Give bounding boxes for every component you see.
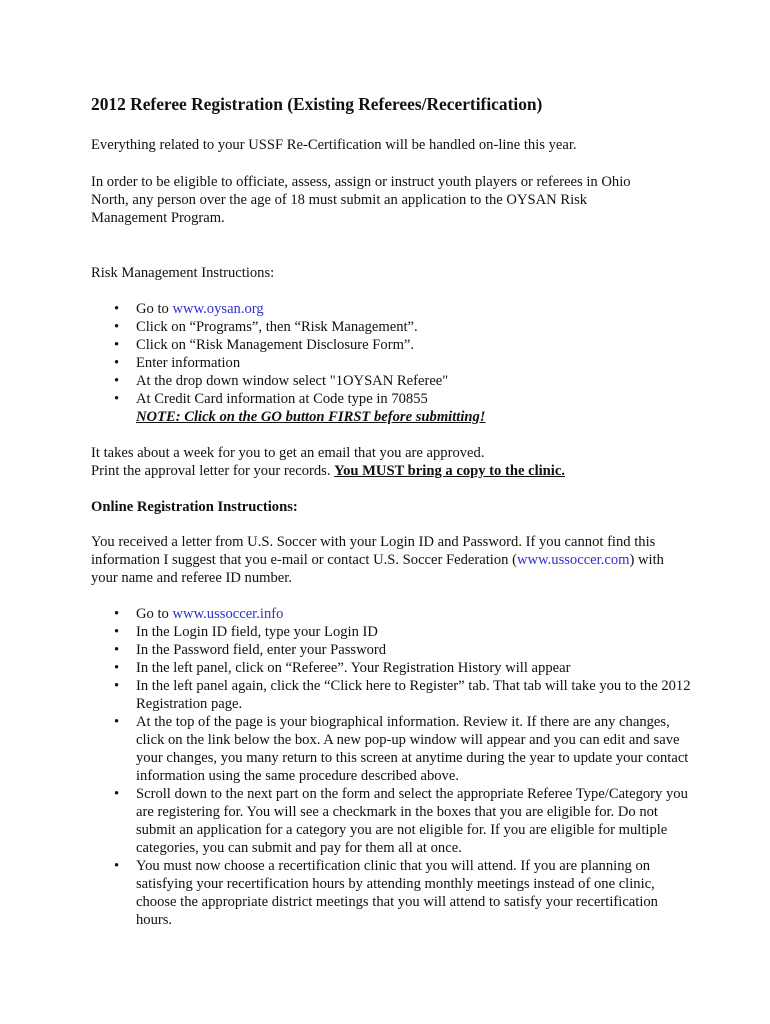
list-item [91,659,691,677]
bullet-icon: • [114,391,120,407]
letter-text-part-2: ) with your name and referee ID number. [91,552,664,586]
page-title: 2012 Referee Registration (Existing Referees/Recertification) [91,94,543,114]
list-item-text: Click on “Programs”, then “Risk Management”. [136,319,418,335]
list-item [91,318,691,336]
list-item [91,713,691,785]
bullet-icon: • [114,624,120,640]
bullet-icon: • [114,606,120,622]
list-item-text: In the left panel again, click the “Click here to Register” tab. That tab will take you to the 2012 Registration page. [136,678,691,712]
list-item [91,785,691,857]
list-item-text: At Credit Card information at Code type in 70855 [136,391,428,407]
risk-management-list [91,300,691,426]
bring-copy-warning: You MUST bring a copy to the clinic. [334,463,565,479]
list-item-text: You must now choose a recertification clinic that you will attend. If you are planning on satisfying your recertification hours by attending monthly meetings instead of one clinic, choose the appropriate district meetings that you will attend to satisfy your recertification hours. [136,858,658,928]
eligibility-paragraph: In order to be eligible to officiate, assess, assign or instruct youth players or referees in Ohio North, any person over the age of 18 must submit an application to the OYSAN Risk Management Program. [91,174,631,226]
oysan-link[interactable]: www.oysan.org [172,301,264,317]
bullet-icon: • [114,355,120,371]
list-item-text: In the Login ID field, type your Login ID [136,624,378,640]
list-item-text: In the left panel, click on “Referee”. Your Registration History will appear [136,660,571,676]
bullet-icon: • [114,714,120,730]
bullet-icon: • [114,678,120,694]
list-item [91,641,691,659]
approval-paragraph [91,444,691,480]
list-item [91,857,691,929]
approval-line-1: It takes about a week for you to get an email that you are approved. [91,445,485,461]
list-item [91,677,691,713]
list-item [91,300,691,318]
bullet-icon: • [114,337,120,353]
list-item-text: At the top of the page is your biographical information. Review it. If there are any changes, click on the link below the box. A new pop-up window will appear and you can edit and save your changes, you many return to this screen at anytime during the year to update your contact information using the same procedure described above. [136,714,689,784]
online-registration-heading: Online Registration Instructions: [91,499,298,515]
go-to-text: Go to [136,301,173,317]
intro-paragraph: Everything related to your USSF Re-Certification will be handled on-line this year. [91,137,577,153]
bullet-icon: • [114,660,120,676]
bullet-icon: • [114,858,120,874]
list-item [91,390,691,426]
letter-text-part-1: You received a letter from U.S. Soccer with your Login ID and Password. If you cannot find this information I suggest that you e-mail or contact U.S. Soccer Federation ( [91,534,656,568]
list-item-text: Scroll down to the next part on the form and select the appropriate Referee Type/Category you are registering for. You will see a checkmark in the boxes that you are eligible for. Do not submit an application for a category you are not eligible for. If you are eligible for multiple categories, you can submit and pay for them all at once. [136,786,688,856]
list-item-text: Click on “Risk Management Disclosure Form”. [136,337,415,353]
bullet-icon: • [114,373,120,389]
bullet-icon: • [114,301,120,317]
list-item-text: In the Password field, enter your Password [136,642,387,658]
bullet-icon: • [114,642,120,658]
document-page [91,94,691,929]
list-item-text: At the drop down window select "1OYSAN Referee" [136,373,449,389]
go-button-note: NOTE: Click on the GO button FIRST before submitting! [136,409,486,425]
list-item [91,354,691,372]
ussoccer-info-link[interactable]: www.ussoccer.info [172,606,284,622]
bullet-icon: • [114,786,120,802]
online-registration-list [91,605,691,929]
risk-management-heading: Risk Management Instructions: [91,265,275,281]
list-item [91,605,691,623]
ussoccer-com-link[interactable]: www.ussoccer.com [516,552,630,568]
list-item [91,336,691,354]
bullet-icon: • [114,319,120,335]
approval-line-2: Print the approval letter for your records. [91,463,335,479]
list-item-text: Enter information [136,355,241,371]
go-to-text: Go to [136,606,173,622]
list-item [91,623,691,641]
login-letter-paragraph [91,533,691,587]
list-item [91,372,691,390]
